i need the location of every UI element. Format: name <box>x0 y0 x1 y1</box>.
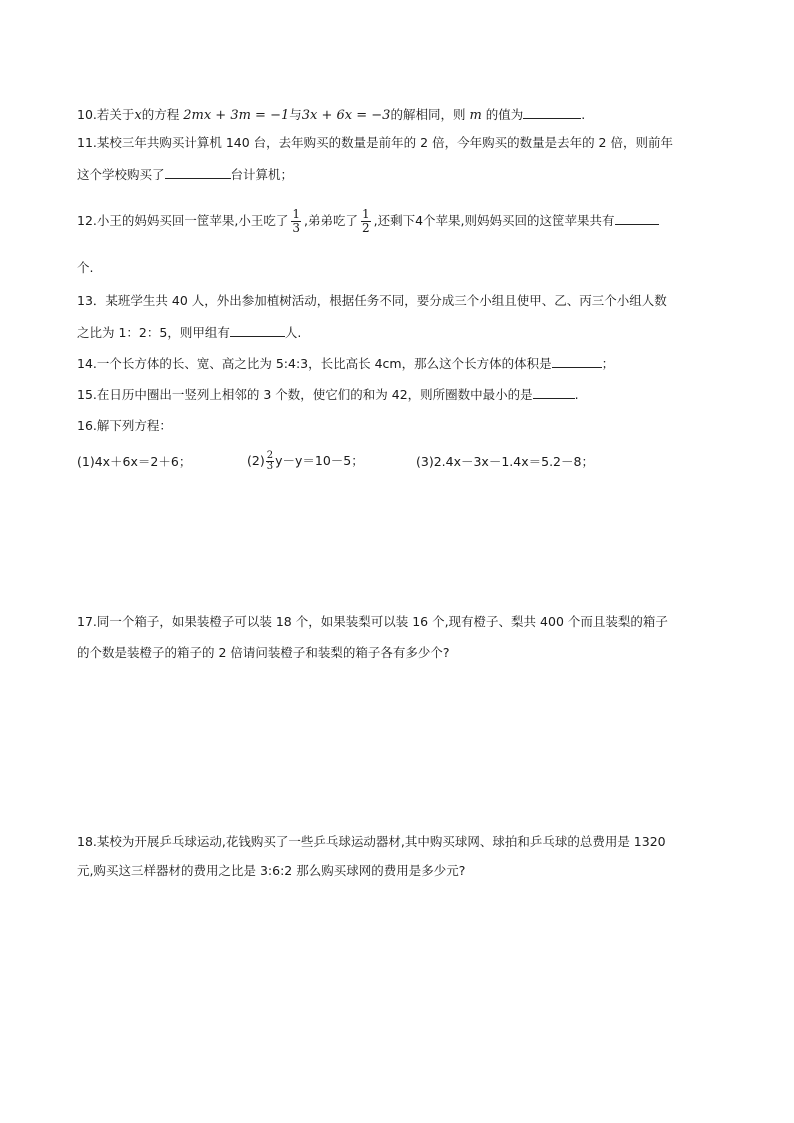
q10-text-b: 的方程 <box>141 107 180 122</box>
question-14 <box>77 355 614 372</box>
q12-text-c: ,还剩下4个苹果,则妈妈买回的这筐苹果共有 <box>373 213 615 228</box>
q16-part-2-fraction-den: 3 <box>266 461 274 472</box>
question-13-line-1: 13．某班学生共 40 人，外出参加植树活动，根据任务不同，要分成三个小组且使甲、乙、丙三个小组人数 <box>77 293 667 308</box>
q15-answer-blank[interactable] <box>533 386 575 399</box>
question-11-line-2 <box>77 166 293 183</box>
q12-fraction-2-num: 1 <box>361 207 370 221</box>
q11-answer-blank[interactable] <box>165 166 231 179</box>
q10-text-d: 的解相同，则 <box>390 107 466 122</box>
question-11-line-1: 11.某校三年共购买计算机 140 台，去年购买的数量是前年的 2 倍，今年购买的数量是去年的 2 倍，则前年 <box>77 135 673 150</box>
q12-fraction-1-num: 1 <box>292 207 300 221</box>
q10-text-c: 与 <box>289 107 302 122</box>
q15-end: . <box>574 387 579 402</box>
question-18-line-2: 元,购买这三样器材的费用之比是 3:6:2 那么购买球网的费用是多少元? <box>77 863 466 878</box>
q10-var-m: m <box>469 108 482 123</box>
q12-text-b: ,弟弟吃了 <box>304 213 358 228</box>
q12-fraction-1 <box>291 208 301 235</box>
q16-part-2-fraction <box>266 451 274 472</box>
question-17-line-2: 的个数是装橙子的箱子的 2 倍请问装橙子和装梨的箱子各有多少个? <box>77 645 450 660</box>
q10-answer-blank[interactable] <box>523 106 581 119</box>
q10-equation-1: 2mx + 3m = −1 <box>183 108 290 123</box>
q13-text-a: 之比为 1：2：5，则甲组有 <box>77 325 230 340</box>
q10-equation-2: 3x + 6x = −3 <box>301 108 391 123</box>
question-16-title: 16.解下列方程： <box>77 418 172 433</box>
q11-text-b: 台计算机； <box>230 167 294 182</box>
q14-end: ； <box>601 356 615 371</box>
q13-answer-blank[interactable] <box>230 324 285 337</box>
q10-text-a: 10.若关于 <box>77 107 135 122</box>
q16-part-2 <box>247 446 364 476</box>
q16-part-2-fraction-num: 2 <box>266 450 274 461</box>
q12-fraction-2 <box>361 208 371 235</box>
q13-text-b: 人. <box>284 325 302 340</box>
q16-part-3: (3)2.4x－3x－1.4x＝5.2－8； <box>416 454 594 469</box>
q15-text: 15.在日历中圈出一竖列上相邻的 3 个数，使它们的和为 42，则所圈数中最小的是 <box>77 387 533 402</box>
q16-part-2-rest: y－y＝10－5； <box>275 453 364 468</box>
q10-var-x: x <box>134 108 142 123</box>
question-18-line-1: 18.某校为开展乒乓球运动,花钱购买了一些乒乓球运动器材,其中购买球网、球拍和乒乓球的总费用是 1320 <box>77 834 666 849</box>
q12-fraction-2-den: 2 <box>361 221 370 235</box>
q16-part-1: (1)4x＋6x＝2＋6； <box>77 454 192 469</box>
q12-fraction-1-den: 3 <box>292 221 300 235</box>
question-12 <box>77 204 659 238</box>
question-10 <box>77 106 585 124</box>
q12-text-a: 12.小王的妈妈买回一筐苹果,小王吃了 <box>77 213 289 228</box>
q14-answer-blank[interactable] <box>552 355 602 368</box>
q10-text-e: 的值为 <box>485 107 524 122</box>
question-13-line-2 <box>77 324 301 341</box>
question-12-end: 个. <box>77 260 94 275</box>
q11-text-a: 这个学校购买了 <box>77 167 165 182</box>
q12-answer-blank[interactable] <box>615 212 659 225</box>
question-15 <box>77 386 579 403</box>
q16-part-2-prefix: (2) <box>247 453 265 468</box>
q10-end: . <box>581 107 586 122</box>
q14-text: 14.一个长方体的长、宽、高之比为 5:4:3，长比高长 4cm，那么这个长方体的体积是 <box>77 356 552 371</box>
question-17-line-1: 17.同一个箱子，如果装橙子可以装 18 个，如果装梨可以装 16 个,现有橙子、梨共 400 个而且装梨的箱子 <box>77 614 668 629</box>
